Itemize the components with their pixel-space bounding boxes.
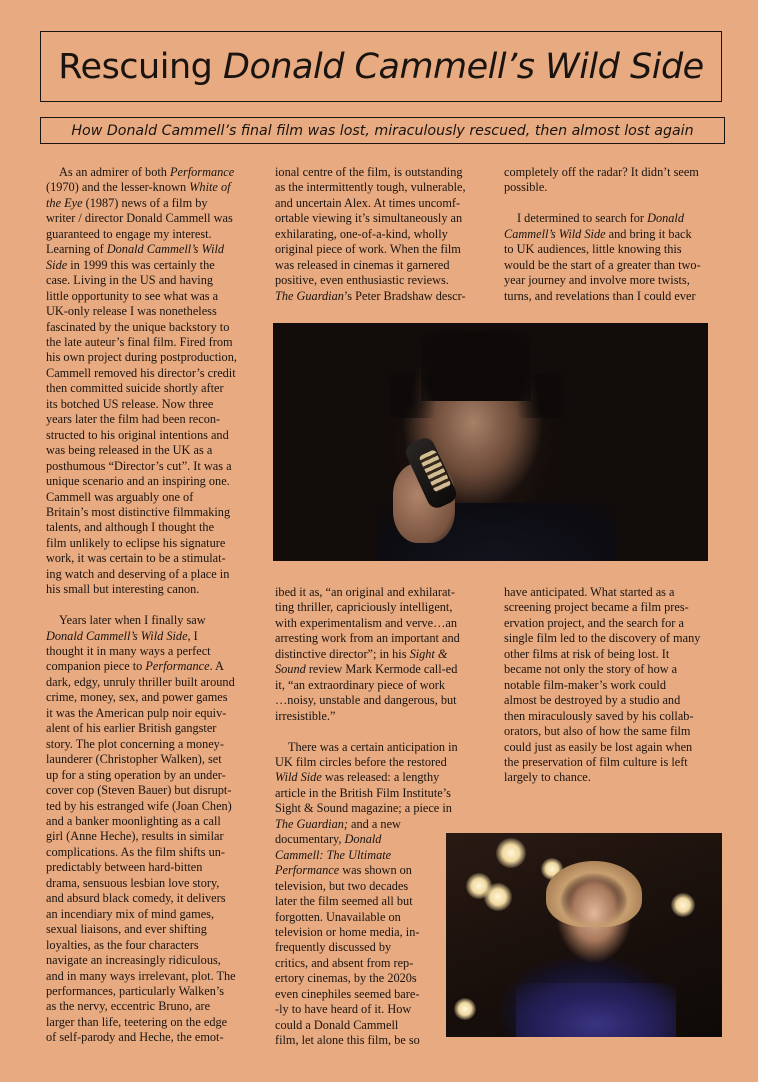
text-line: could a Donald Cammell bbox=[275, 1017, 399, 1032]
text-line: television or home media, in- bbox=[275, 924, 420, 939]
text-line: The Guardian; and a new bbox=[275, 816, 401, 831]
text-line: as the intermittently tough, vulnerable, bbox=[275, 180, 466, 195]
text-line: critics, and absent from rep- bbox=[275, 955, 414, 970]
article-column-1 bbox=[46, 165, 251, 1046]
text-line: his own project during postproduction, bbox=[46, 350, 237, 365]
text-line: other films at risk of being lost. It bbox=[504, 646, 670, 661]
text-line: notable film-maker’s work could bbox=[504, 677, 666, 692]
text-line: Britain’s most distinctive filmmaking bbox=[46, 504, 231, 519]
text-line: Cammell’s Wild Side and bring it back bbox=[504, 226, 692, 241]
text-line: Performance was shown on bbox=[275, 863, 412, 878]
text-line: up for a sting operation by an under- bbox=[46, 767, 226, 782]
text-line: story. The plot concerning a money- bbox=[46, 736, 224, 751]
article-column-2-top bbox=[275, 165, 485, 304]
text-line: screening project became a film pres- bbox=[504, 600, 689, 615]
text-line: Side in 1999 this was certainly the bbox=[46, 257, 215, 272]
text-line: predictably between hard-bitten bbox=[46, 860, 203, 875]
text-line: As an admirer of both Performance bbox=[59, 165, 235, 179]
text-line: even cinephiles seemed bare- bbox=[275, 986, 420, 1001]
bokeh-light bbox=[671, 893, 695, 917]
text-line: loyalties, as the four characters bbox=[46, 937, 199, 952]
text-line: exhilarating, one-of-a-kind, wholly bbox=[275, 226, 448, 241]
text-line: little opportunity to see what was a bbox=[46, 288, 219, 303]
text-line: to UK audiences, little knowing this bbox=[504, 242, 682, 257]
text-line: structed to his original intentions and bbox=[46, 427, 229, 442]
text-line: original piece of work. When the film bbox=[275, 242, 461, 257]
text-line: television, but two decades bbox=[275, 878, 409, 893]
text-line: talents, and although I thought the bbox=[46, 520, 215, 535]
text-line: and in many ways irrelevant, plot. The bbox=[46, 968, 236, 983]
photo-hair-sides bbox=[389, 373, 564, 418]
text-line: the late auteur’s final film. Fired from bbox=[46, 334, 233, 349]
text-line: unique scenario and an inspiring one. bbox=[46, 474, 230, 489]
text-line: frequently discussed by bbox=[275, 940, 392, 955]
text-line: became not only the story of how a bbox=[504, 662, 678, 677]
text-line: thought it in many ways a perfect bbox=[46, 644, 211, 659]
text-line: Cammell removed his director’s credit bbox=[46, 365, 236, 380]
text-line: an incendiary mix of mind games, bbox=[46, 906, 215, 921]
text-line: was being released in the UK as a bbox=[46, 443, 213, 458]
text-line: documentary, Donald bbox=[275, 832, 382, 847]
text-line: There was a certain anticipation in bbox=[288, 739, 458, 754]
text-line: its botched US release. Now three bbox=[46, 396, 214, 411]
text-line: complications. As the film shifts un- bbox=[46, 844, 225, 859]
text-line: turns, and revelations than I could ever bbox=[504, 288, 696, 303]
text-line: Wild Side was released: a lengthy bbox=[275, 770, 440, 785]
text-line: ortable viewing it’s simultaneously an bbox=[275, 211, 463, 226]
text-line: ional centre of the film, is outstanding bbox=[275, 165, 463, 179]
text-line: crime, money, sex, and power games bbox=[46, 690, 228, 705]
text-line: …noisy, unstable and dangerous, but bbox=[275, 693, 457, 708]
text-line: and a banker moonlighting as a call bbox=[46, 814, 221, 829]
text-line: ing watch and deserving of a place in bbox=[46, 566, 230, 581]
film-still-walken-phone bbox=[273, 323, 708, 561]
text-line: -ly to have heard of it. How bbox=[275, 1002, 412, 1017]
page-subtitle: How Donald Cammell’s final film was lost, miraculously rescued, then almost lost again bbox=[71, 122, 694, 139]
paragraph-gap bbox=[504, 196, 716, 211]
text-line: case. Living in the US and having bbox=[46, 273, 213, 288]
photo-hair bbox=[546, 861, 642, 927]
bokeh-light bbox=[496, 838, 526, 868]
page-title bbox=[58, 47, 703, 87]
text-line: years later the film had been recon- bbox=[46, 412, 221, 427]
text-line: his small but interesting canon. bbox=[46, 582, 200, 597]
text-line: sexual liaisons, and ever shifting bbox=[46, 922, 207, 937]
film-still-heche bbox=[446, 833, 722, 1037]
paragraph-gap bbox=[275, 724, 485, 739]
text-line: possible. bbox=[504, 180, 548, 195]
text-line: Cammell: The Ultimate bbox=[275, 847, 392, 862]
article-column-3-top bbox=[504, 165, 716, 304]
text-line: work, it was certain to be a stimulat- bbox=[46, 551, 226, 566]
bokeh-light bbox=[484, 883, 512, 911]
bokeh-light bbox=[454, 998, 476, 1020]
text-line: positive, even enthusiastic reviews. bbox=[275, 273, 449, 288]
text-line: year journey and involve more twists, bbox=[504, 273, 690, 288]
text-line: girl (Anne Heche), results in similar bbox=[46, 829, 224, 844]
text-line: could just as easily be lost again when bbox=[504, 739, 693, 754]
text-line: fascinated by the unique backstory to bbox=[46, 319, 230, 334]
text-line: cover cop (Steven Bauer) but disrupt- bbox=[46, 783, 232, 798]
text-line: later the film seemed all but bbox=[275, 894, 413, 909]
text-line: Cammell was arguably one of bbox=[46, 489, 194, 504]
text-line: forgotten. Unavailable on bbox=[275, 909, 401, 924]
text-line: it was the American pulp noir equiv- bbox=[46, 705, 227, 720]
text-line: almost be destroyed by a studio and bbox=[504, 693, 681, 708]
text-line: it, “an extraordinary piece of work bbox=[275, 677, 446, 692]
paragraph-gap bbox=[46, 598, 251, 613]
text-line: Years later when I finally saw bbox=[59, 613, 206, 628]
subtitle-box bbox=[40, 117, 725, 144]
text-line: then committed suicide shortly after bbox=[46, 381, 224, 396]
text-line: irresistible.” bbox=[275, 708, 336, 723]
text-line: UK film circles before the restored bbox=[275, 754, 447, 769]
text-line: have anticipated. What started as a bbox=[504, 585, 675, 599]
text-line: film unlikely to eclipse his signature bbox=[46, 535, 226, 550]
text-line: article in the British Film Institute’s bbox=[275, 785, 451, 800]
text-line: and uncertain Alex. At times uncomf- bbox=[275, 195, 461, 210]
text-line: arresting work from an important and bbox=[275, 631, 460, 646]
text-line: Sound review Mark Kermode call-ed bbox=[275, 662, 458, 677]
text-line: companion piece to Performance. A bbox=[46, 659, 224, 674]
text-line: performances, particularly Walken’s bbox=[46, 984, 225, 998]
text-line: (1970) and the lesser-known White of bbox=[46, 180, 231, 195]
text-line: the preservation of film culture is left bbox=[504, 754, 688, 769]
text-line: ibed it as, “an original and exhilarat- bbox=[275, 585, 455, 599]
text-line: Learning of Donald Cammell’s Wild bbox=[46, 242, 225, 257]
text-line: dark, edgy, unruly thriller built around bbox=[46, 674, 235, 689]
text-line: was released in cinemas it garnered bbox=[275, 257, 450, 272]
photo-fur-coat bbox=[516, 983, 676, 1037]
text-line: navigate an increasingly ridiculous, bbox=[46, 953, 221, 968]
text-line: distinctive director”; in his Sight & bbox=[275, 646, 448, 661]
text-line: Donald Cammell’s Wild Side, I bbox=[46, 628, 198, 643]
text-line: the Eye (1987) news of a film by bbox=[46, 195, 208, 210]
text-line: launderer (Christopher Walken), set bbox=[46, 752, 222, 767]
text-line: then miraculously saved by his collab- bbox=[504, 708, 694, 723]
text-line: orators, but also of how the same film bbox=[504, 724, 691, 739]
title-plain: Rescuing bbox=[58, 46, 223, 87]
text-line: of self-parody and Heche, the emot- bbox=[46, 1030, 224, 1045]
text-line: guaranteed to engage my interest. bbox=[46, 226, 212, 241]
text-line: single film led to the discovery of many bbox=[504, 631, 701, 646]
text-line: and absurd black comedy, it delivers bbox=[46, 891, 226, 906]
text-line: posthumous “Director’s cut”. It was a bbox=[46, 458, 232, 473]
text-line: ertory cinemas, by the 2020s bbox=[275, 971, 417, 986]
text-line: completely off the radar? It didn’t seem bbox=[504, 165, 699, 179]
text-line: ting thriller, capriciously intelligent, bbox=[275, 600, 453, 615]
text-line: alent of his earlier British gangster bbox=[46, 721, 217, 736]
text-line: drama, sensuous lesbian love story, bbox=[46, 875, 220, 890]
text-line: largely to chance. bbox=[504, 770, 591, 785]
text-line: I determined to search for Donald bbox=[517, 211, 684, 226]
text-line: larger than life, teetering on the edge bbox=[46, 1014, 228, 1029]
text-line: film, let alone this film, be so bbox=[275, 1033, 420, 1048]
title-italic: Donald Cammell’s Wild Side bbox=[223, 46, 704, 87]
text-line: writer / director Donald Cammell was bbox=[46, 211, 233, 226]
text-line: UK-only release I was nonetheless bbox=[46, 304, 217, 319]
article-column-3-bottom bbox=[504, 585, 716, 786]
title-box bbox=[40, 31, 722, 102]
text-line: ted by his estranged wife (Joan Chen) bbox=[46, 798, 232, 813]
text-line: The Guardian’s Peter Bradshaw descr- bbox=[275, 288, 466, 303]
text-line: ervation project, and the search for a bbox=[504, 615, 684, 630]
text-line: with experimentalism and verve…an bbox=[275, 615, 458, 630]
text-line: as the nervy, eccentric Bruno, are bbox=[46, 999, 211, 1014]
text-line: would be the start of a greater than two- bbox=[504, 257, 701, 272]
text-line: Sight & Sound magazine; a piece in bbox=[275, 801, 452, 816]
